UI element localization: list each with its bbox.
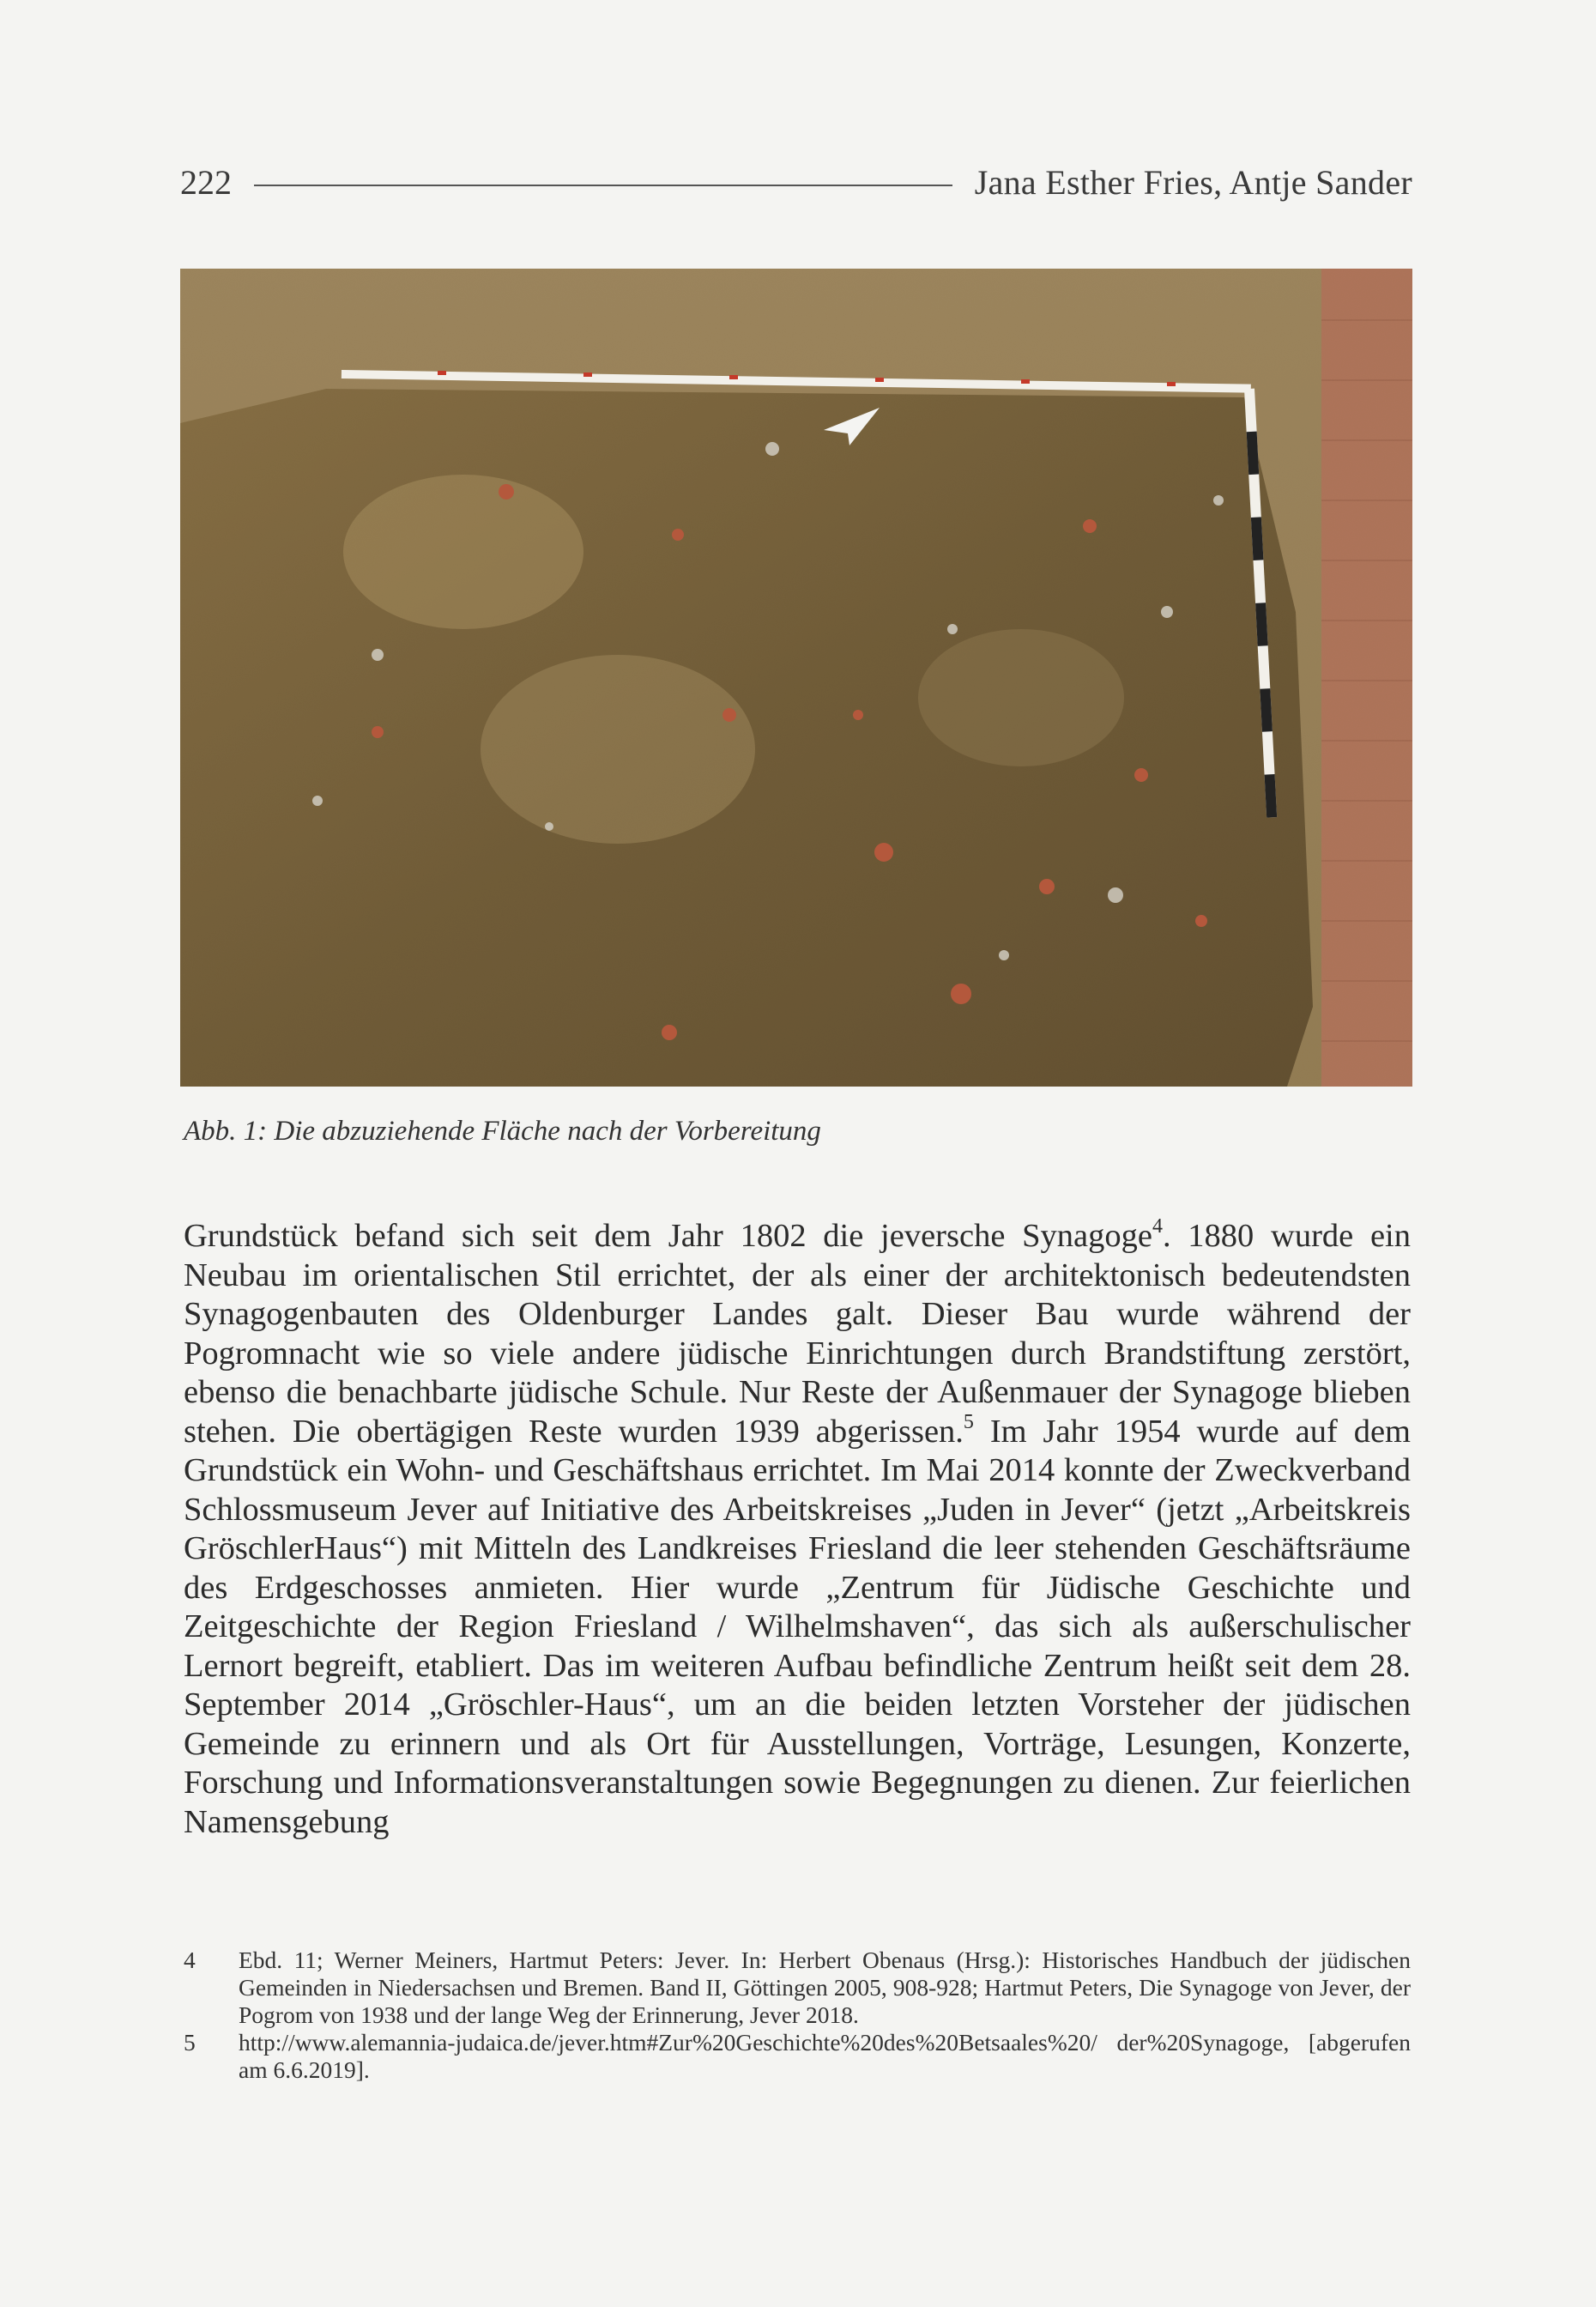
- excavation-photo: [180, 269, 1412, 1087]
- footnote-link-text[interactable]: http://www.alemannia-judaica.de/jever.htm#Zur%20Geschichte%20des%20Betsaales%20/ der%20Synagoge, [abgerufen am 6.6.2019].: [239, 2029, 1411, 2083]
- photo-illustration: [180, 269, 1412, 1087]
- body-segment-1: Grundstück befand sich seit dem Jahr 1802 die jeversche Synagoge: [184, 1218, 1152, 1254]
- footnote-ref-4[interactable]: 4: [1152, 1215, 1163, 1238]
- header-rule: [254, 185, 952, 186]
- footnote-text: Ebd. 11; Werner Meiners, Hartmut Peters: Jever. In: Herbert Obenaus (Hrsg.): Historisches Handbuch der jüdischen Gemeinden in Niedersachsen und Bremen. Band II, Göttingen 2005, 908-928; Hartmut Peters, Die Synagoge von Jever, der Pogrom von 1938 und der lange Weg der Erinnerung, Jever 2018.: [239, 1947, 1411, 2028]
- footnote: [184, 1947, 1411, 2029]
- body-paragraph: [184, 1217, 1411, 1842]
- footnotes: [184, 1947, 1411, 2084]
- running-head-authors: Jana Esther Fries, Antje Sander: [974, 162, 1412, 202]
- footnote-number: 5: [184, 2029, 196, 2056]
- body-segment-2: . 1880 wurde ein Neubau im orientalischen Stil errichtet, der als einer der architektonisch bedeutendsten Synagogenbauten des Oldenburger Landes galt. Dieser Bau wurde während der Pogromnacht wie so viele andere jüdische Einrichtungen durch Brandstiftung zerstört, ebenso die benachbarte jüdische Schule. Nur Reste der Außenmauer der Synagoge blieben stehen. Die obertägigen Reste wurden 1939 abgerissen.: [184, 1218, 1411, 1450]
- figure-caption: Abb. 1: Die abzuziehende Fläche nach der Vorbereitung: [184, 1116, 821, 1147]
- footnote: [184, 2029, 1411, 2084]
- body-segment-3: Im Jahr 1954 wurde auf dem Grundstück ein Wohn- und Geschäftshaus errichtet. Im Mai 2014 konnte der Zweckverband Schlossmuseum Jever auf Initiative des Arbeitskreises „Juden in Jever“ (jetzt „Arbeitskreis GröschlerHaus“) mit Mitteln des Landkreises Friesland die leer stehenden Geschäftsräume des Erdgeschosses anmieten. Hier wurde „Zentrum für Jüdische Geschichte und Zeitgeschichte der Region Friesland / Wilhelmshaven“, das sich als außerschulischer Lernort begreift, etabliert. Das im weiteren Aufbau befindliche Zentrum heißt seit dem 28. September 2014 „Gröschler-Haus“, um an die beiden letzten Vorsteher der jüdischen Gemeinde zu erinnern und als Ort für Ausstellungen, Vorträge, Lesungen, Konzerte, Forschung und Informationsveranstaltungen sowie Begegnungen zu dienen. Zur feierlichen Namensgebung: [184, 1413, 1411, 1840]
- body-text: [184, 1217, 1411, 1842]
- running-header: [180, 156, 1412, 208]
- page-number: 222: [180, 162, 232, 202]
- footnote-ref-5[interactable]: 5: [963, 1410, 974, 1433]
- footnote-number: 4: [184, 1947, 196, 1973]
